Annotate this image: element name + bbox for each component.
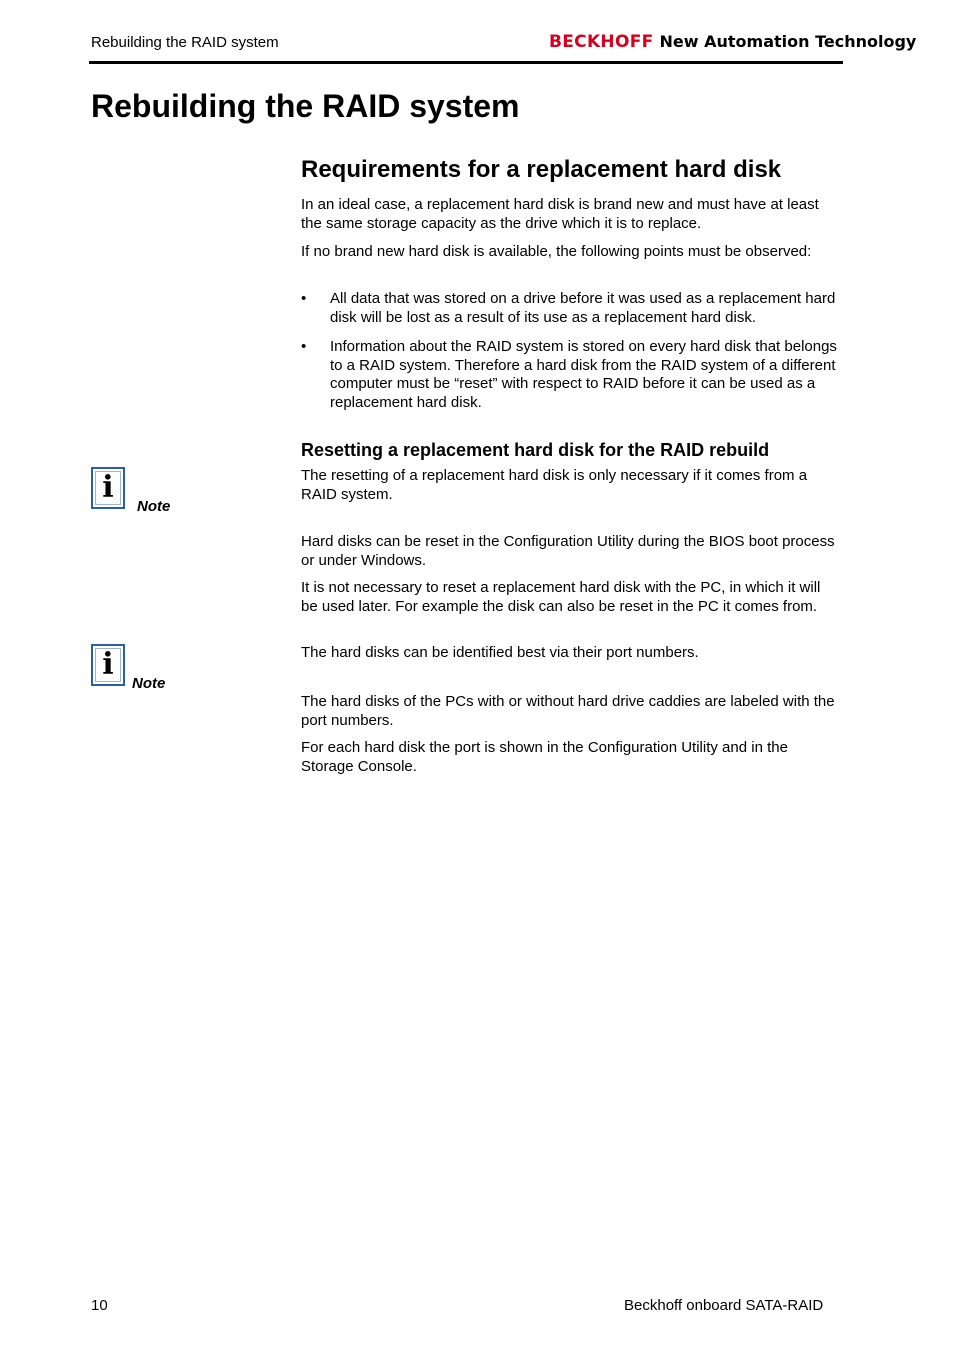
resetting-para-1: Hard disks can be reset in the Configuration Utility during the BIOS boot process or under Windows. — [301, 533, 835, 569]
requirements-para-1: In an ideal case, a replacement hard disk is brand new and must have at least the same storage capacity as the drive which it is to replace. — [301, 196, 819, 232]
beckhoff-logo: BECKHOFF — [549, 32, 654, 52]
header-rule — [89, 61, 843, 64]
list-item-text: All data that was stored on a drive before it was used as a replacement hard disk will be lost as a result of its use as a replacement hard disk. — [330, 290, 836, 326]
list-item — [301, 290, 841, 327]
info-icon: i — [91, 644, 125, 686]
resetting-para-2: It is not necessary to reset a replacement hard disk with the PC, in which it will be used later. For example the disk can also be reset in the PC it comes from. — [301, 579, 821, 615]
bullet-icon: • — [301, 290, 307, 307]
brand-tagline: New Automation Technology — [659, 32, 917, 51]
page-number: 10 — [91, 1297, 108, 1314]
note-label: Note — [137, 498, 171, 515]
resetting-heading: Resetting a replacement hard disk for the RAID rebuild — [301, 440, 770, 460]
page-title: Rebuilding the RAID system — [91, 88, 520, 124]
note-text-2: The hard disks can be identified best via their port numbers. — [301, 644, 699, 661]
requirements-heading: Requirements for a replacement hard disk — [301, 156, 782, 183]
note-label: Note — [132, 675, 166, 692]
brand-logo — [549, 32, 916, 52]
list-item — [301, 338, 841, 412]
footer-doc-title: Beckhoff onboard SATA-RAID — [624, 1297, 824, 1314]
info-icon: i — [91, 467, 125, 509]
resetting-para-4: For each hard disk the port is shown in the Configuration Utility and in the Storage Console. — [301, 739, 788, 775]
note-text-1: The resetting of a replacement hard disk is only necessary if it comes from a RAID system. — [301, 467, 808, 503]
list-item-text: Information about the RAID system is stored on every hard disk that belongs to a RAID system. Therefore a hard disk from the RAID system of a different computer must be “reset” with respect to RAID before it can be used as a replacement hard disk. — [330, 338, 837, 411]
resetting-para-3: The hard disks of the PCs with or without hard drive caddies are labeled with the port numbers. — [301, 693, 835, 729]
bullet-icon: • — [301, 338, 307, 355]
requirements-para-2: If no brand new hard disk is available, the following points must be observed: — [301, 243, 812, 260]
header-section-title: Rebuilding the RAID system — [91, 34, 279, 51]
